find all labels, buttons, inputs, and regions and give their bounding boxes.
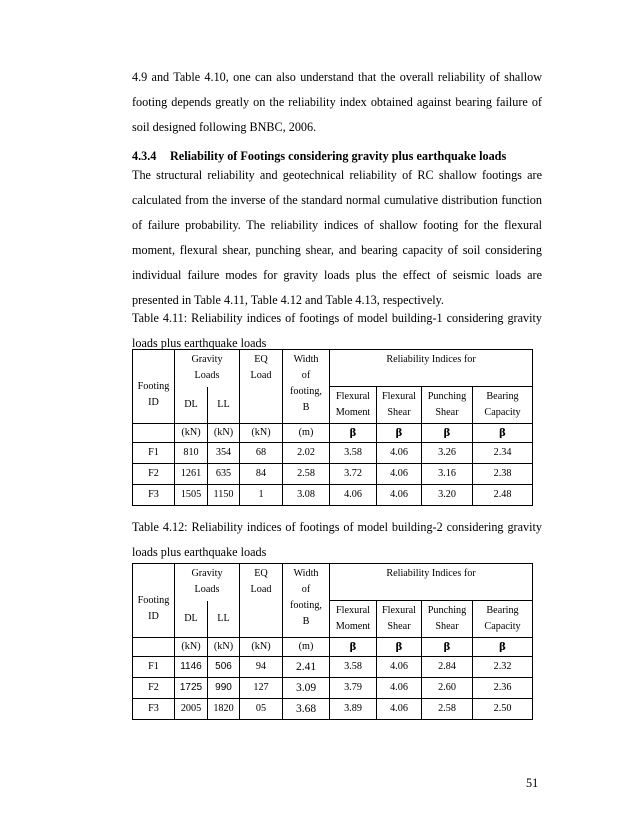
width-cell: 3.68	[283, 699, 330, 720]
bearing-capacity-header: Bearing Capacity	[473, 601, 533, 638]
section-title: Reliability of Footings considering gravity plus earthquake loads	[170, 149, 507, 163]
beta-symbol: β	[330, 638, 377, 657]
ll-cell: 354	[208, 443, 240, 464]
ll-cell: 1820	[208, 699, 240, 720]
ll-cell: 1150	[208, 485, 240, 506]
units-row	[133, 638, 533, 657]
punching-shear-header: Punching Shear	[422, 601, 473, 638]
ll-cell: 506	[208, 657, 240, 678]
footing-header: Footing ID	[133, 350, 175, 424]
punching-shear-cell: 3.20	[422, 485, 473, 506]
width-header: Width of footing, B	[283, 564, 330, 638]
bearing-capacity-cell: 2.38	[473, 464, 533, 485]
bearing-capacity-cell: 2.32	[473, 657, 533, 678]
flexural-moment-cell: 3.58	[330, 443, 377, 464]
eq-load-cell: 127	[240, 678, 283, 699]
beta-symbol: β	[422, 424, 473, 443]
footing-id-cell: F2	[133, 678, 175, 699]
unit-cell: (kN)	[175, 638, 208, 657]
reliability-table-4-11	[132, 349, 533, 506]
flexural-shear-cell: 4.06	[377, 485, 422, 506]
footing-id-cell: F1	[133, 657, 175, 678]
flexural-moment-cell: 3.79	[330, 678, 377, 699]
table-row	[133, 443, 533, 464]
flexural-shear-header: Flexural Shear	[377, 601, 422, 638]
eq-load-cell: 94	[240, 657, 283, 678]
reliability-table-4-12	[132, 563, 533, 720]
bearing-capacity-header: Bearing Capacity	[473, 387, 533, 424]
eq-load-cell: 1	[240, 485, 283, 506]
eq-load-header: EQ Load	[240, 564, 283, 638]
ll-header: LL	[208, 601, 240, 638]
reliability-header: Reliability Indices for	[330, 564, 533, 601]
punching-shear-cell: 2.84	[422, 657, 473, 678]
flexural-shear-cell: 4.06	[377, 678, 422, 699]
width-cell: 2.58	[283, 464, 330, 485]
dl-cell: 810	[175, 443, 208, 464]
punching-shear-cell: 3.26	[422, 443, 473, 464]
unit-cell: (kN)	[240, 424, 283, 443]
beta-symbol: β	[473, 638, 533, 657]
table-row	[133, 464, 533, 485]
flexural-shear-cell: 4.06	[377, 464, 422, 485]
width-cell: 2.41	[283, 657, 330, 678]
flexural-shear-cell: 4.06	[377, 657, 422, 678]
eq-load-cell: 05	[240, 699, 283, 720]
flexural-moment-cell: 3.58	[330, 657, 377, 678]
beta-symbol: β	[473, 424, 533, 443]
beta-symbol: β	[330, 424, 377, 443]
unit-cell: (kN)	[240, 638, 283, 657]
units-row	[133, 424, 533, 443]
ll-cell: 990	[208, 678, 240, 699]
reliability-header: Reliability Indices for	[330, 350, 533, 387]
dl-cell: 2005	[175, 699, 208, 720]
unit-cell: (kN)	[208, 424, 240, 443]
bearing-capacity-cell: 2.48	[473, 485, 533, 506]
bearing-capacity-cell: 2.50	[473, 699, 533, 720]
table-row	[133, 485, 533, 506]
dl-cell: 1261	[175, 464, 208, 485]
flexural-moment-header: Flexural Moment	[330, 601, 377, 638]
section-heading	[132, 149, 506, 164]
beta-symbol: β	[377, 424, 422, 443]
dl-cell: 1725	[175, 678, 208, 699]
beta-symbol: β	[422, 638, 473, 657]
flexural-moment-cell: 3.72	[330, 464, 377, 485]
flexural-shear-cell: 4.06	[377, 699, 422, 720]
unit-cell	[133, 638, 175, 657]
flexural-moment-header: Flexural Moment	[330, 387, 377, 424]
beta-symbol: β	[377, 638, 422, 657]
eq-load-cell: 68	[240, 443, 283, 464]
ll-cell: 635	[208, 464, 240, 485]
unit-cell: (kN)	[208, 638, 240, 657]
dl-cell: 1505	[175, 485, 208, 506]
intro-paragraph: 4.9 and Table 4.10, one can also understand that the overall reliability of shallow footing depends greatly on the reliability index obtained against bearing failure of soil designed following BNBC, 2006.	[132, 70, 542, 134]
flexural-moment-cell: 3.89	[330, 699, 377, 720]
dl-header: DL	[175, 601, 208, 638]
table-caption-4-11: Table 4.11: Reliability indices of footings of model building-1 considering gravity loads plus earthquake loads	[132, 311, 542, 350]
page-number: 51	[526, 776, 539, 790]
bearing-capacity-cell: 2.36	[473, 678, 533, 699]
punching-shear-cell: 2.60	[422, 678, 473, 699]
flexural-shear-cell: 4.06	[377, 443, 422, 464]
ll-header: LL	[208, 387, 240, 424]
unit-cell: (m)	[283, 638, 330, 657]
table-row	[133, 678, 533, 699]
gravity-loads-header: Gravity Loads	[175, 564, 240, 601]
gravity-loads-header: Gravity Loads	[175, 350, 240, 387]
punching-shear-header: Punching Shear	[422, 387, 473, 424]
punching-shear-cell: 3.16	[422, 464, 473, 485]
punching-shear-cell: 2.58	[422, 699, 473, 720]
unit-cell	[133, 424, 175, 443]
width-cell: 3.08	[283, 485, 330, 506]
width-cell: 3.09	[283, 678, 330, 699]
footing-id-cell: F3	[133, 485, 175, 506]
table-row	[133, 699, 533, 720]
dl-cell: 1146	[175, 657, 208, 678]
eq-load-cell: 84	[240, 464, 283, 485]
flexural-shear-header: Flexural Shear	[377, 387, 422, 424]
unit-cell: (m)	[283, 424, 330, 443]
section-number: 4.3.4	[132, 149, 157, 163]
footing-id-cell: F2	[133, 464, 175, 485]
width-cell: 2.02	[283, 443, 330, 464]
footing-id-cell: F1	[133, 443, 175, 464]
footing-header: Footing ID	[133, 564, 175, 638]
dl-header: DL	[175, 387, 208, 424]
body-paragraph: The structural reliability and geotechnical reliability of RC shallow footings are calculated from the inverse of the standard normal cumulative distribution function of failure probability. The reliability indices of shallow footing for the flexural moment, flexural shear, punching shear, and bearing capacity of soil considering individual failure modes for gravity loads plus the effect of seismic loads are presented in Table 4.11, Table 4.12 and Table 4.13, respectively.	[132, 168, 542, 307]
unit-cell: (kN)	[175, 424, 208, 443]
footing-id-cell: F3	[133, 699, 175, 720]
flexural-moment-cell: 4.06	[330, 485, 377, 506]
width-header: Width of footing, B	[283, 350, 330, 424]
table-row	[133, 657, 533, 678]
bearing-capacity-cell: 2.34	[473, 443, 533, 464]
eq-load-header: EQ Load	[240, 350, 283, 424]
table-caption-4-12: Table 4.12: Reliability indices of footings of model building-2 considering gravity loads plus earthquake loads	[132, 520, 542, 559]
